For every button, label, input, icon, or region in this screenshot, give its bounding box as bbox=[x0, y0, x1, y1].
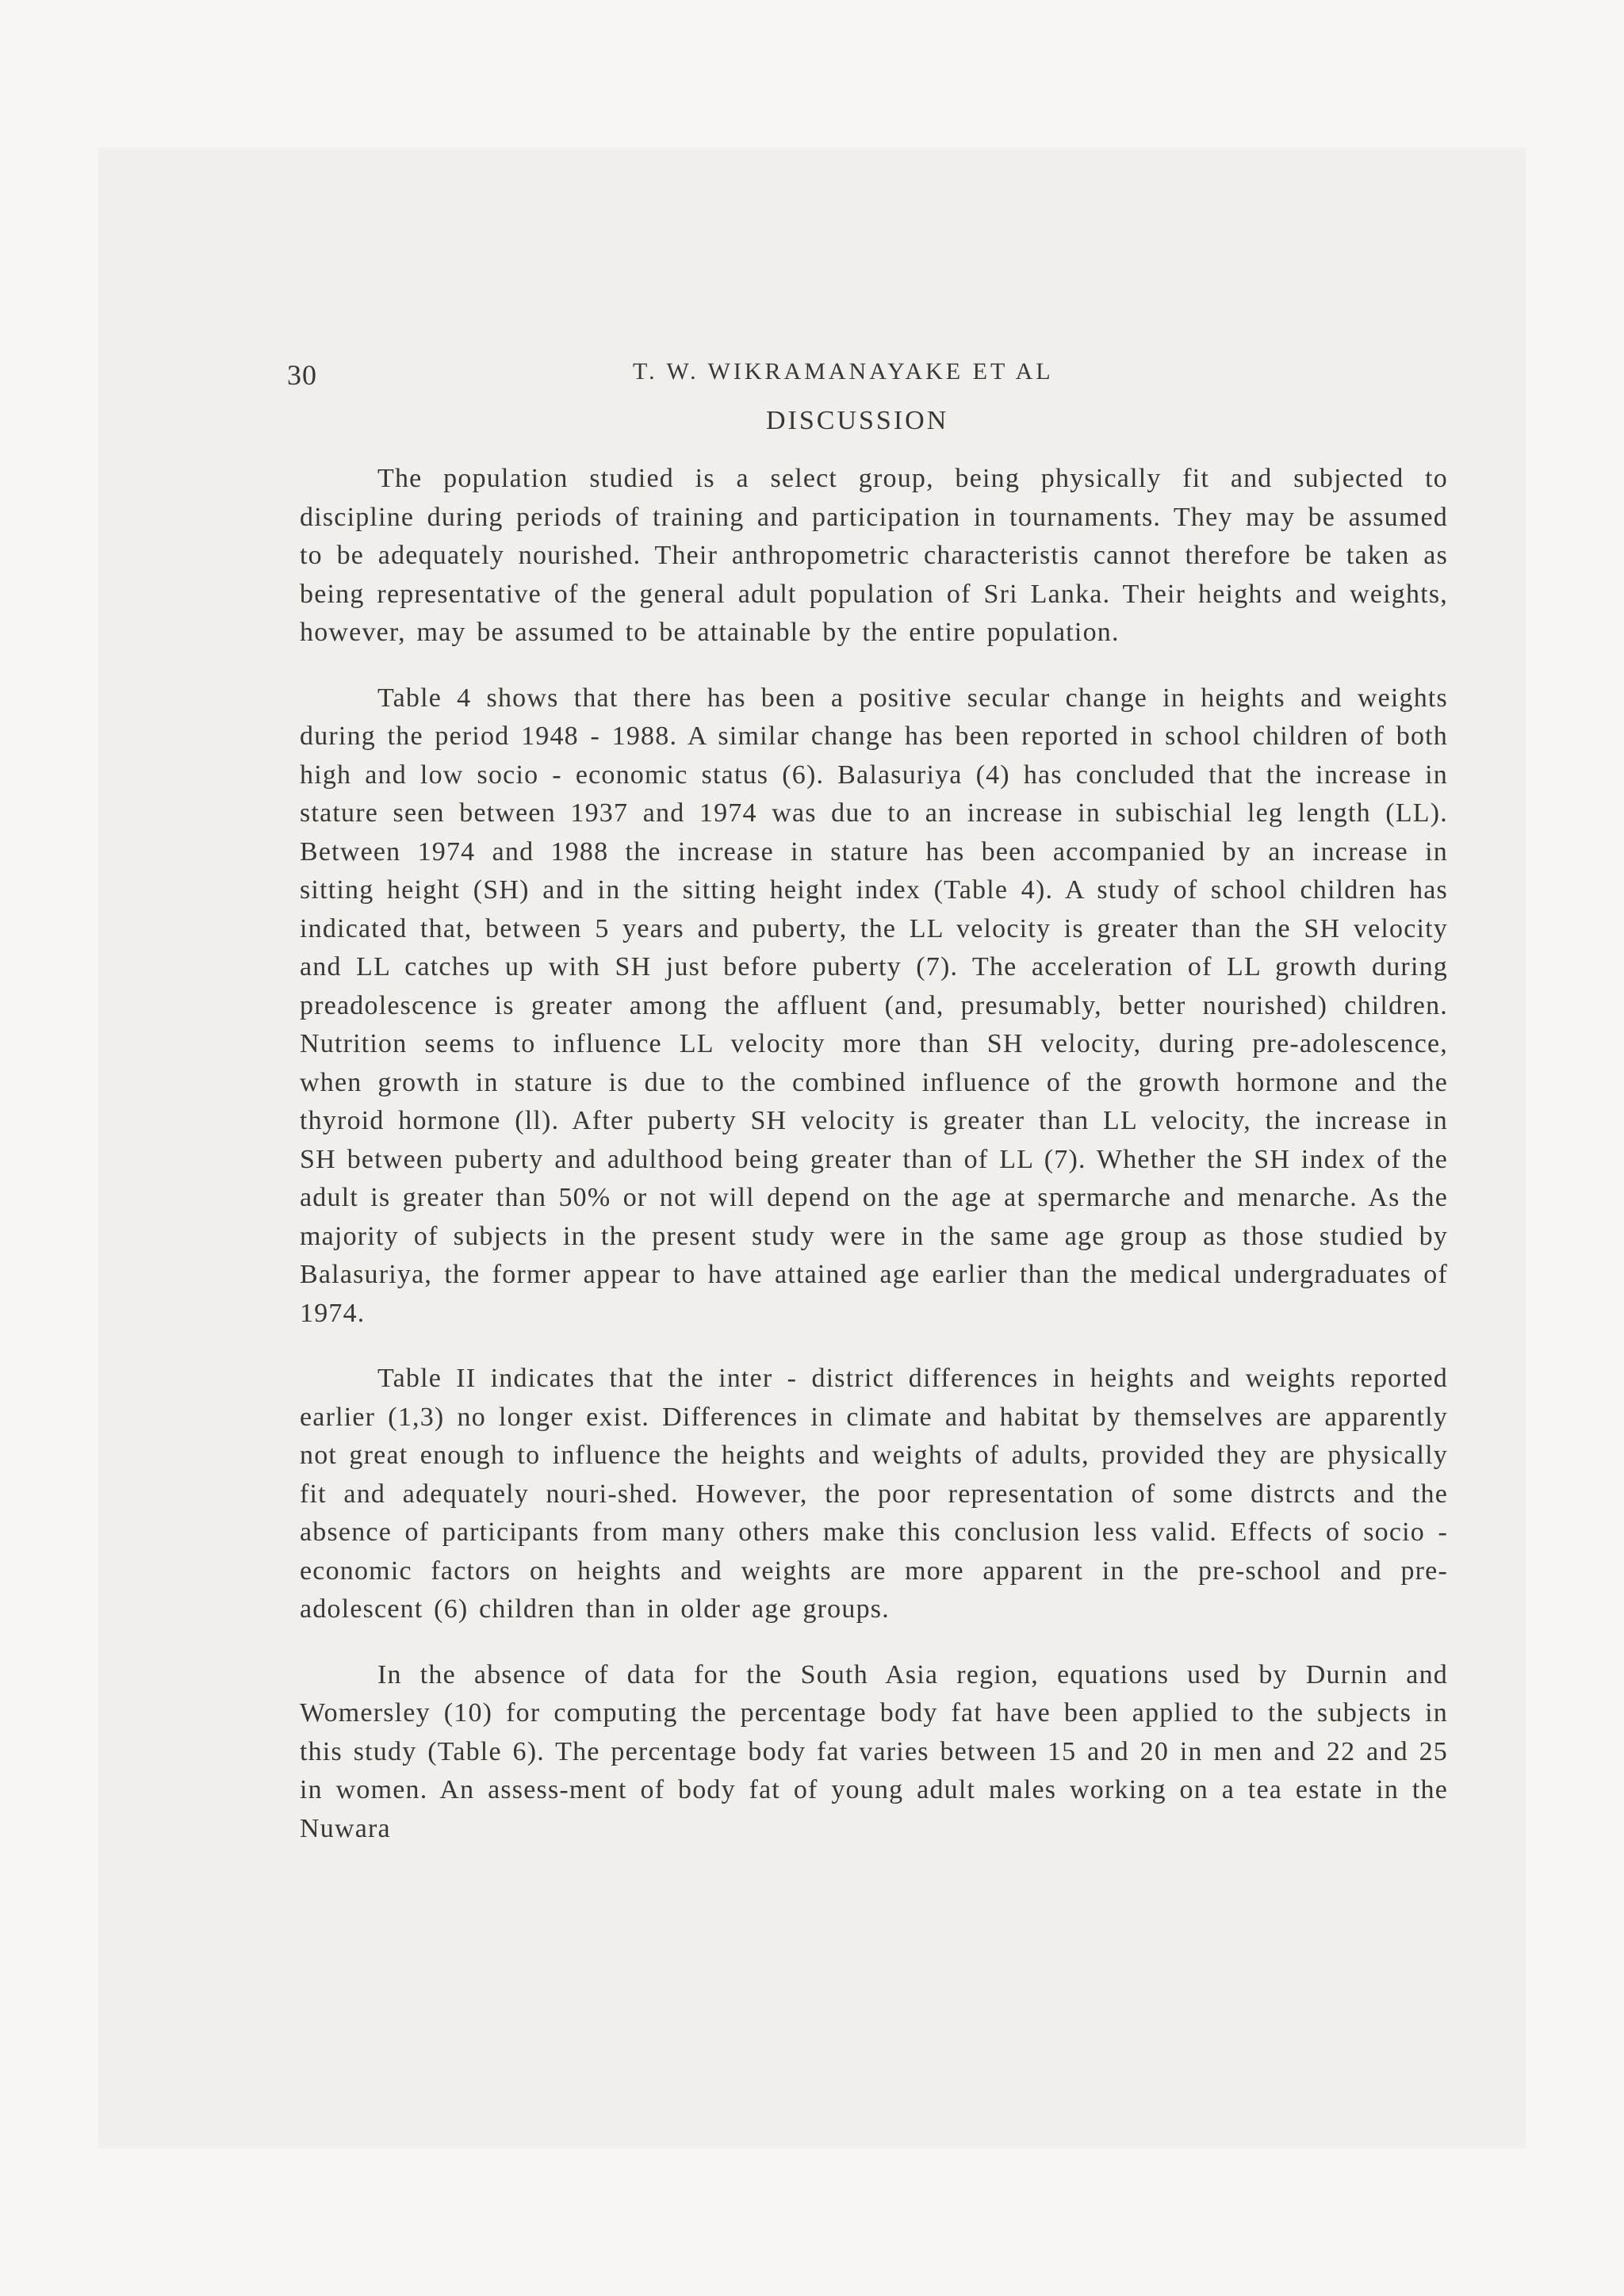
paragraph: Table II indicates that the inter - district differences in heights and weights reported earlier (1,3) no longer exist. Differences in climate and habitat by themselves are apparently not great enough to influence the heights and weights of adults, provided they are physically fit and adequately nouri-shed. However, the poor representation of some distrcts and the absence of participants from many others make this conclusion less valid. Effects of socio - economic factors on heights and weights are more apparent in the pre-school and pre-adolescent (6) children than in older age groups. bbox=[300, 1364, 1448, 1624]
running-head bbox=[287, 358, 1445, 390]
body-text bbox=[300, 460, 1448, 1875]
running-title: T. W. WIKRAMANAYAKE ET AL bbox=[633, 358, 1054, 385]
section-heading: DISCUSSION bbox=[766, 406, 949, 435]
paragraph: In the absence of data for the South Asia region, equations used by Durnin and Womersley (10) for computing the percentage body fat have been applied to the subjects in this study (Table 6). The percentage body fat varies between 15 and 20 in men and 22 and 25 in women. An assess-ment of body fat of young adult males working on a tea estate in the Nuwara bbox=[300, 1659, 1448, 1843]
page-number: 30 bbox=[287, 359, 317, 391]
paragraph: Table 4 shows that there has been a positive secular change in heights and weights during the period 1948 - 1988. A similar change has been reported in school children of both high and low socio - economic status (6). Balasuriya (4) has concluded that the increase in stature seen between 1937 and 1974 was due to an increase in subischial leg length (LL). Between 1974 and 1988 the increase in stature has been accompanied by an increase in sitting height (SH) and in the sitting height index (Table 4). A study of school children has indicated that, between 5 years and puberty, the LL velocity is greater than the SH velocity and LL catches up with SH just before puberty (7). The acceleration of LL growth during preadolescence is greater among the affluent (and, presumably, better nourished) children. Nutrition seems to influence LL velocity more than SH velocity, during pre-adolescence, when growth in stature is due to the combined influence of the growth hormone and the thyroid hormone (ll). After puberty SH velocity is greater than LL velocity, the increase in SH between puberty and adulthood being greater than of LL (7). Whether the SH index of the adult is greater than 50% or not will depend on the age at spermarche and menarche. As the majority of subjects in the present study were in the same age group as those studied by Balasuriya, the former appear to have attained age earlier than the medical undergraduates of 1974. bbox=[300, 683, 1448, 1328]
paragraph: The population studied is a select group, being physically fit and subjected to discipline during periods of training and participation in tournaments. They may be assumed to be adequately nourished. Their anthropometric characteristis cannot therefore be taken as being representative of the general adult population of Sri Lanka. Their heights and weights, however, may be assumed to be attainable by the entire population. bbox=[300, 464, 1448, 647]
